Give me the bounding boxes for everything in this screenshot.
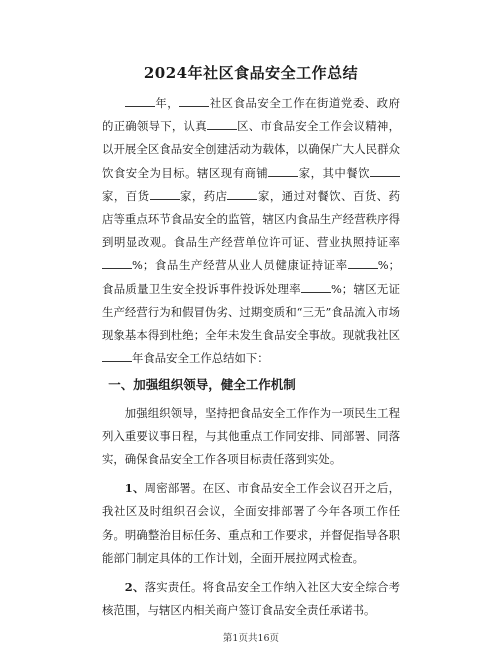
- blank-underline: [102, 351, 132, 362]
- blank-underline: [370, 166, 400, 177]
- list-item: [102, 576, 400, 622]
- intro-paragraph: 年， 社区食品安全工作在街道党委、政府的正确领导下，认真 区、市食品安全工作会议精神，以开展全区食品安全创建活动为载体，以确保广大人民群众饮食安全为目标。辖区现有商铺 家，其中餐饮家，百货 家，药店 家，通过对餐饮、百货、药店等重点环节食品安全的监管，辖区内食品生产经营秩序得到明显改观。食品生产经营单位许可证、营业执照持证率%；食品生产经营从业人员健康证持证率 %；食品质量卫生安全投诉事件投诉处理率 %；辖区无证生产经营行为和假冒伪劣、过期变质和“三无”食品流入市场现象基本得到杜绝；全年未发生食品安全事故。现就我社区年食品安全工作总结如下：: [102, 96, 400, 366]
- document-title: 2024年社区食品安全工作总结: [143, 64, 359, 82]
- list-item: [102, 477, 400, 570]
- blank-underline: [348, 258, 378, 269]
- blank-underline: [179, 96, 209, 107]
- section-paragraph: 加强组织领导，坚持把食品安全工作作为一项民生工程列入重要议事日程，与其他重点工作同安排、同部署、同落实，确保食品安全工作各项目标责任落到实处。: [102, 405, 400, 467]
- blank-underline: [102, 258, 132, 269]
- blank-underline: [301, 282, 331, 293]
- list-item-text: 周密部署。在区、市食品安全工作会议召开之后，我社区及时组织召会议，全面安排部署了今年各项工作任务。明确整治目标任务、重点和工作要求，并督促指导各职能部门制定具体的工作计划，全面开展拉网式检查。: [102, 481, 400, 565]
- document-body: [102, 92, 400, 622]
- blank-underline: [227, 189, 257, 200]
- list-item-text: 落实责任。将食品安全工作纳入社区大安全综合考核范围，与辖区内相关商户签订食品安全责任承诺书。: [102, 580, 400, 618]
- section-heading: 一、加强组织领导，健全工作机制: [108, 377, 296, 393]
- blank-underline: [150, 189, 180, 200]
- list-item-number: 2、: [124, 580, 145, 595]
- blank-underline: [125, 96, 155, 107]
- blank-underline: [268, 166, 298, 177]
- blank-underline: [207, 119, 237, 130]
- page-footer: 第1页共16页: [222, 633, 280, 644]
- list-item-number: 1、: [124, 481, 145, 496]
